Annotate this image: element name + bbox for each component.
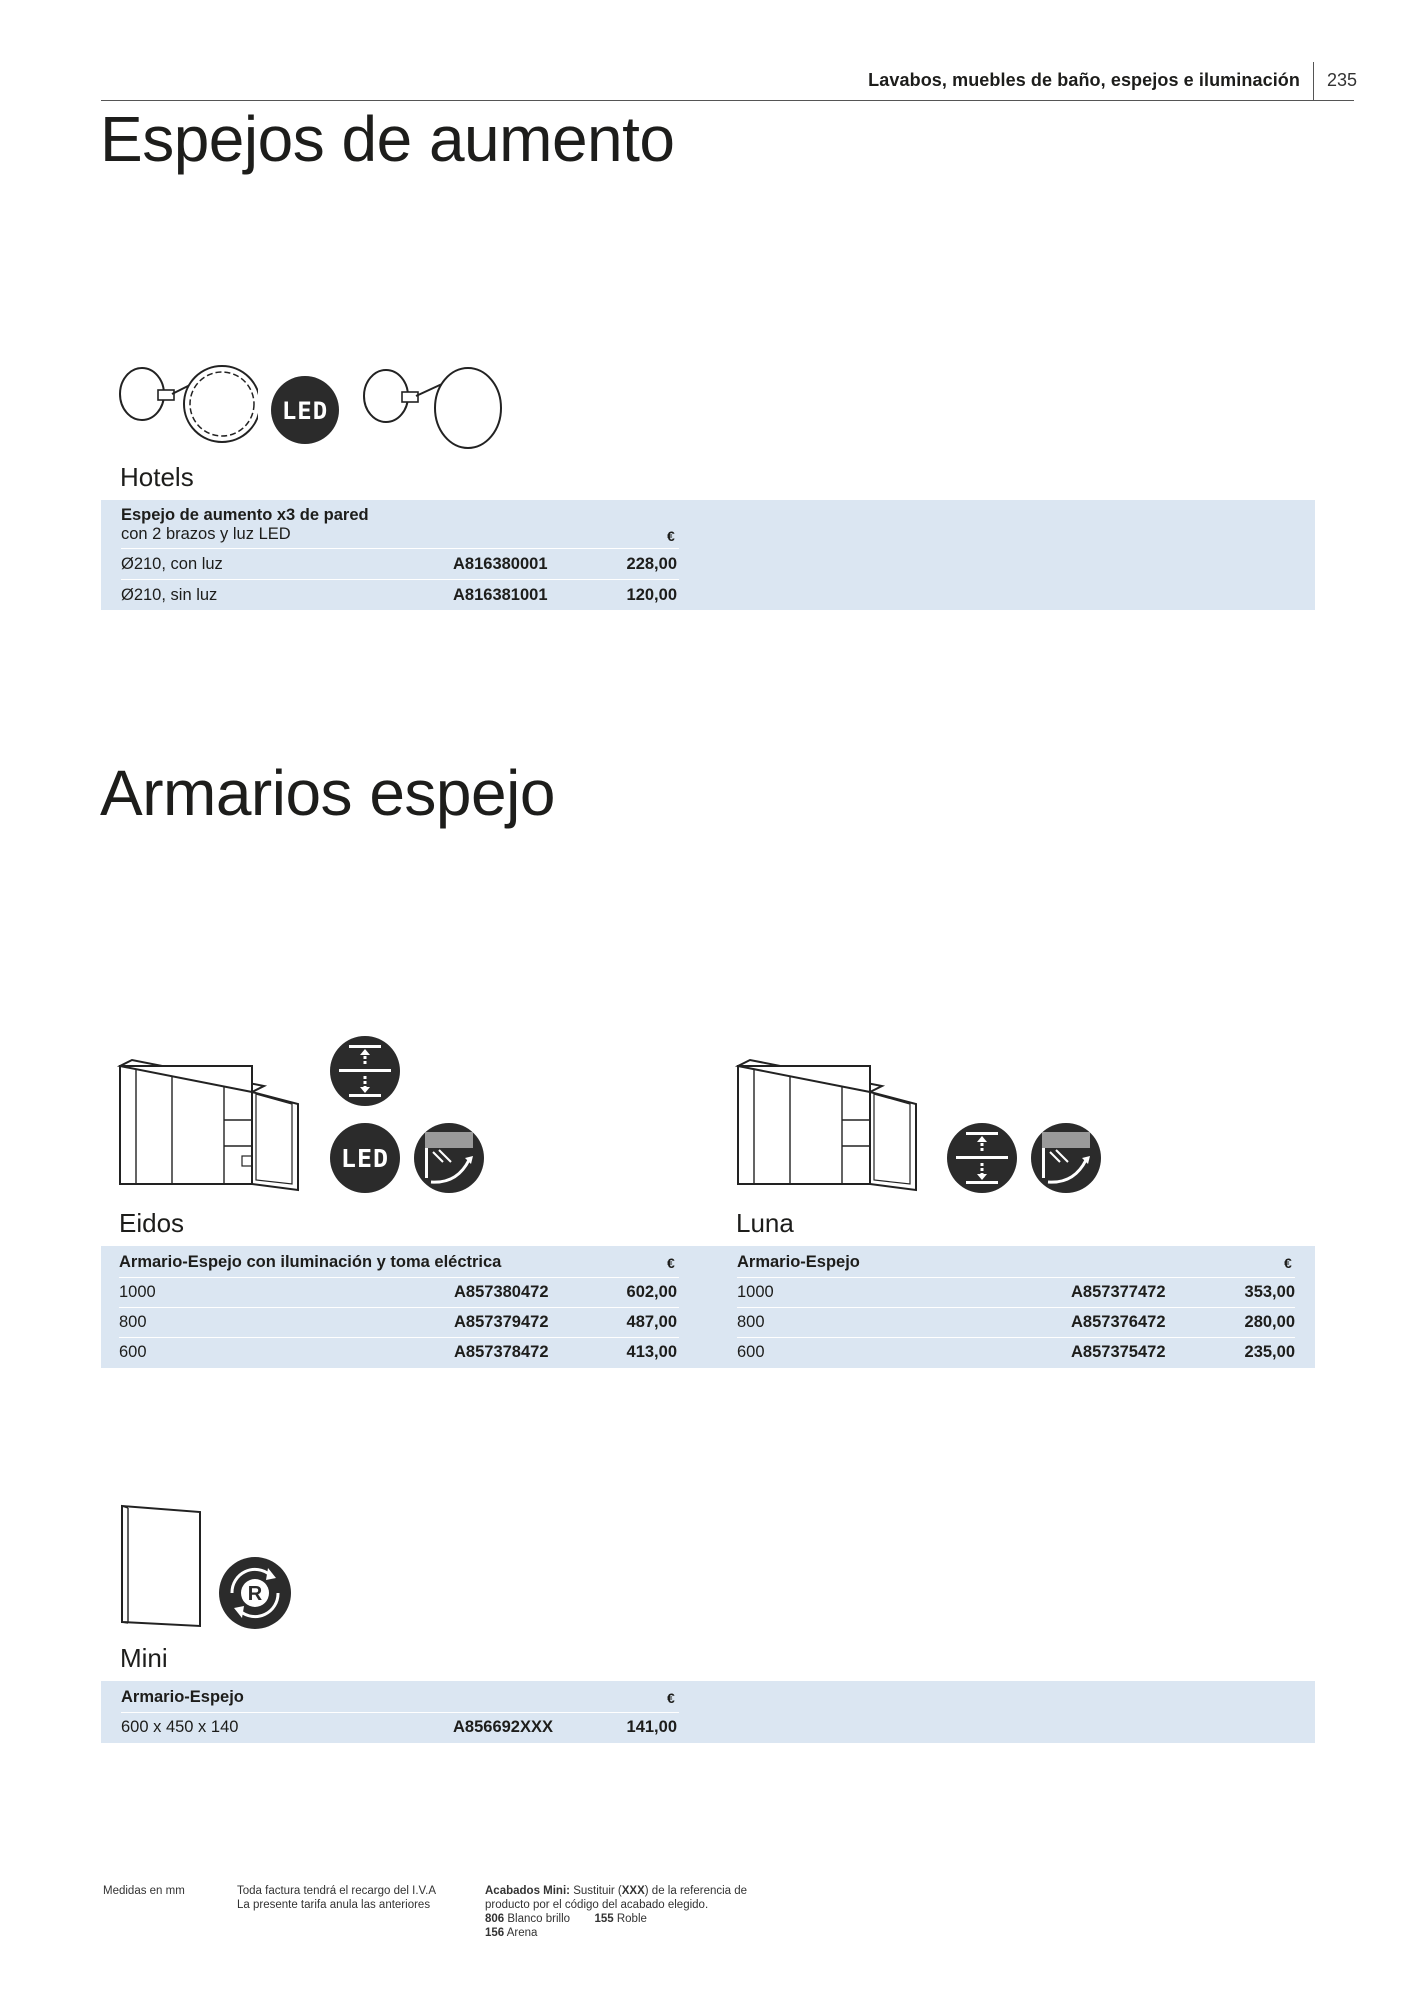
led-icon [270, 375, 340, 445]
page-number: 235 [1327, 70, 1358, 90]
finishes-line-4 [485, 1926, 747, 1940]
eidos-cabinet-illustration [116, 1058, 306, 1193]
registered-icon-label: R [247, 1583, 263, 1605]
price-table-mini [101, 1681, 1315, 1743]
currency-label: € [667, 528, 675, 544]
row-price: 280,00 [1244, 1313, 1295, 1331]
row-price: 141,00 [626, 1718, 677, 1736]
row-reference: A816381001 [453, 586, 548, 604]
running-header-title: Lavabos, muebles de baño, espejos e iluminación [868, 70, 1300, 90]
price-table-hotels [101, 500, 1315, 610]
row-label: 600 [737, 1343, 765, 1361]
currency-label: € [667, 1255, 675, 1271]
row-divider [737, 1277, 1295, 1278]
row-price: 235,00 [1244, 1343, 1295, 1361]
row-label: Ø210, con luz [121, 555, 223, 573]
finish-code: 155 [594, 1913, 614, 1925]
table-description-subtitle: con 2 brazos y luz LED [121, 525, 291, 543]
row-reference: A857379472 [454, 1313, 549, 1331]
row-divider [737, 1307, 1295, 1308]
row-price: 487,00 [626, 1313, 677, 1331]
row-price: 353,00 [1244, 1283, 1295, 1301]
table-description-title: Espejo de aumento x3 de pared [121, 506, 369, 524]
row-divider [121, 548, 679, 549]
row-price: 120,00 [626, 586, 677, 604]
row-divider [119, 1337, 679, 1338]
row-price: 602,00 [626, 1283, 677, 1301]
row-reference: A816380001 [453, 555, 548, 573]
footer-tax-note [237, 1884, 436, 1912]
row-price: 413,00 [626, 1343, 677, 1361]
price-tables-cabinets [101, 1246, 1315, 1368]
magnifying-mirror-lit-illustration [118, 360, 258, 448]
finishes-placeholder: XXX [621, 1885, 645, 1897]
finish-name: Roble [616, 1913, 647, 1925]
row-label: 1000 [119, 1283, 156, 1301]
row-divider [119, 1307, 679, 1308]
luna-cabinet-illustration [734, 1058, 924, 1193]
finishes-line-3 [485, 1912, 747, 1926]
header-divider [1313, 62, 1314, 100]
row-reference: A857380472 [454, 1283, 549, 1301]
tax-note-line: Toda factura tendrá el recargo del I.V.A [237, 1885, 437, 1897]
row-label: 1000 [737, 1283, 774, 1301]
row-price: 228,00 [626, 555, 677, 573]
finishes-text-b: ) de la referencia de [644, 1885, 748, 1897]
table-description-title: Armario-Espejo [737, 1253, 860, 1271]
footer-finishes-note [485, 1884, 747, 1940]
product-name-hotels: Hotels [120, 462, 194, 492]
finish-name: Arena [506, 1927, 538, 1939]
footer-units-note [103, 1884, 185, 1898]
section-title-mirror-cabinets: Armarios espejo [100, 757, 555, 829]
row-divider [121, 1712, 679, 1713]
led-icon-label: LED [340, 1144, 390, 1173]
led-icon-label: LED [281, 397, 329, 425]
row-reference: A856692XXX [453, 1718, 553, 1736]
finishes-line-1 [485, 1884, 747, 1898]
height-adjustable-icon [329, 1035, 401, 1107]
row-divider [119, 1277, 679, 1278]
row-label: Ø210, sin luz [121, 586, 218, 604]
light-beam-icon [1030, 1122, 1102, 1194]
product-name-mini: Mini [120, 1643, 168, 1673]
tariff-note-line: La presente tarifa anula las anteriores [237, 1899, 431, 1911]
currency-label: € [1284, 1255, 1292, 1271]
units-text: Medidas en mm [103, 1885, 185, 1897]
row-label: 800 [737, 1313, 765, 1331]
currency-label: € [667, 1690, 675, 1706]
registered-design-icon [218, 1556, 292, 1630]
row-reference: A857376472 [1071, 1313, 1166, 1331]
finishes-label: Acabados Mini: [485, 1885, 570, 1897]
row-reference: A857375472 [1071, 1343, 1166, 1361]
finish-code: 806 [485, 1913, 505, 1925]
product-name-luna: Luna [736, 1208, 794, 1238]
light-beam-icon [413, 1122, 485, 1194]
row-label: 600 [119, 1343, 147, 1361]
magnifying-mirror-unlit-illustration [362, 362, 502, 454]
finishes-line-2: producto por el código del acabado elegido. [485, 1899, 709, 1911]
row-reference: A857377472 [1071, 1283, 1166, 1301]
row-label: 600 x 450 x 140 [121, 1718, 239, 1736]
led-icon [329, 1122, 401, 1194]
table-description-title: Armario-Espejo [121, 1688, 244, 1706]
finishes-text-a: Sustituir ( [573, 1885, 622, 1897]
section-title-magnifying-mirrors: Espejos de aumento [100, 103, 675, 175]
row-label: 800 [119, 1313, 147, 1331]
row-divider [121, 579, 679, 580]
finish-code: 156 [485, 1927, 505, 1939]
table-description-title: Armario-Espejo con iluminación y toma eléctrica [119, 1253, 502, 1271]
row-divider [737, 1337, 1295, 1338]
finish-name: Blanco brillo [507, 1913, 571, 1925]
row-reference: A857378472 [454, 1343, 549, 1361]
product-name-eidos: Eidos [119, 1208, 185, 1238]
height-adjustable-icon [946, 1122, 1018, 1194]
header-rule [101, 100, 1354, 101]
mini-cabinet-illustration [118, 1502, 208, 1630]
